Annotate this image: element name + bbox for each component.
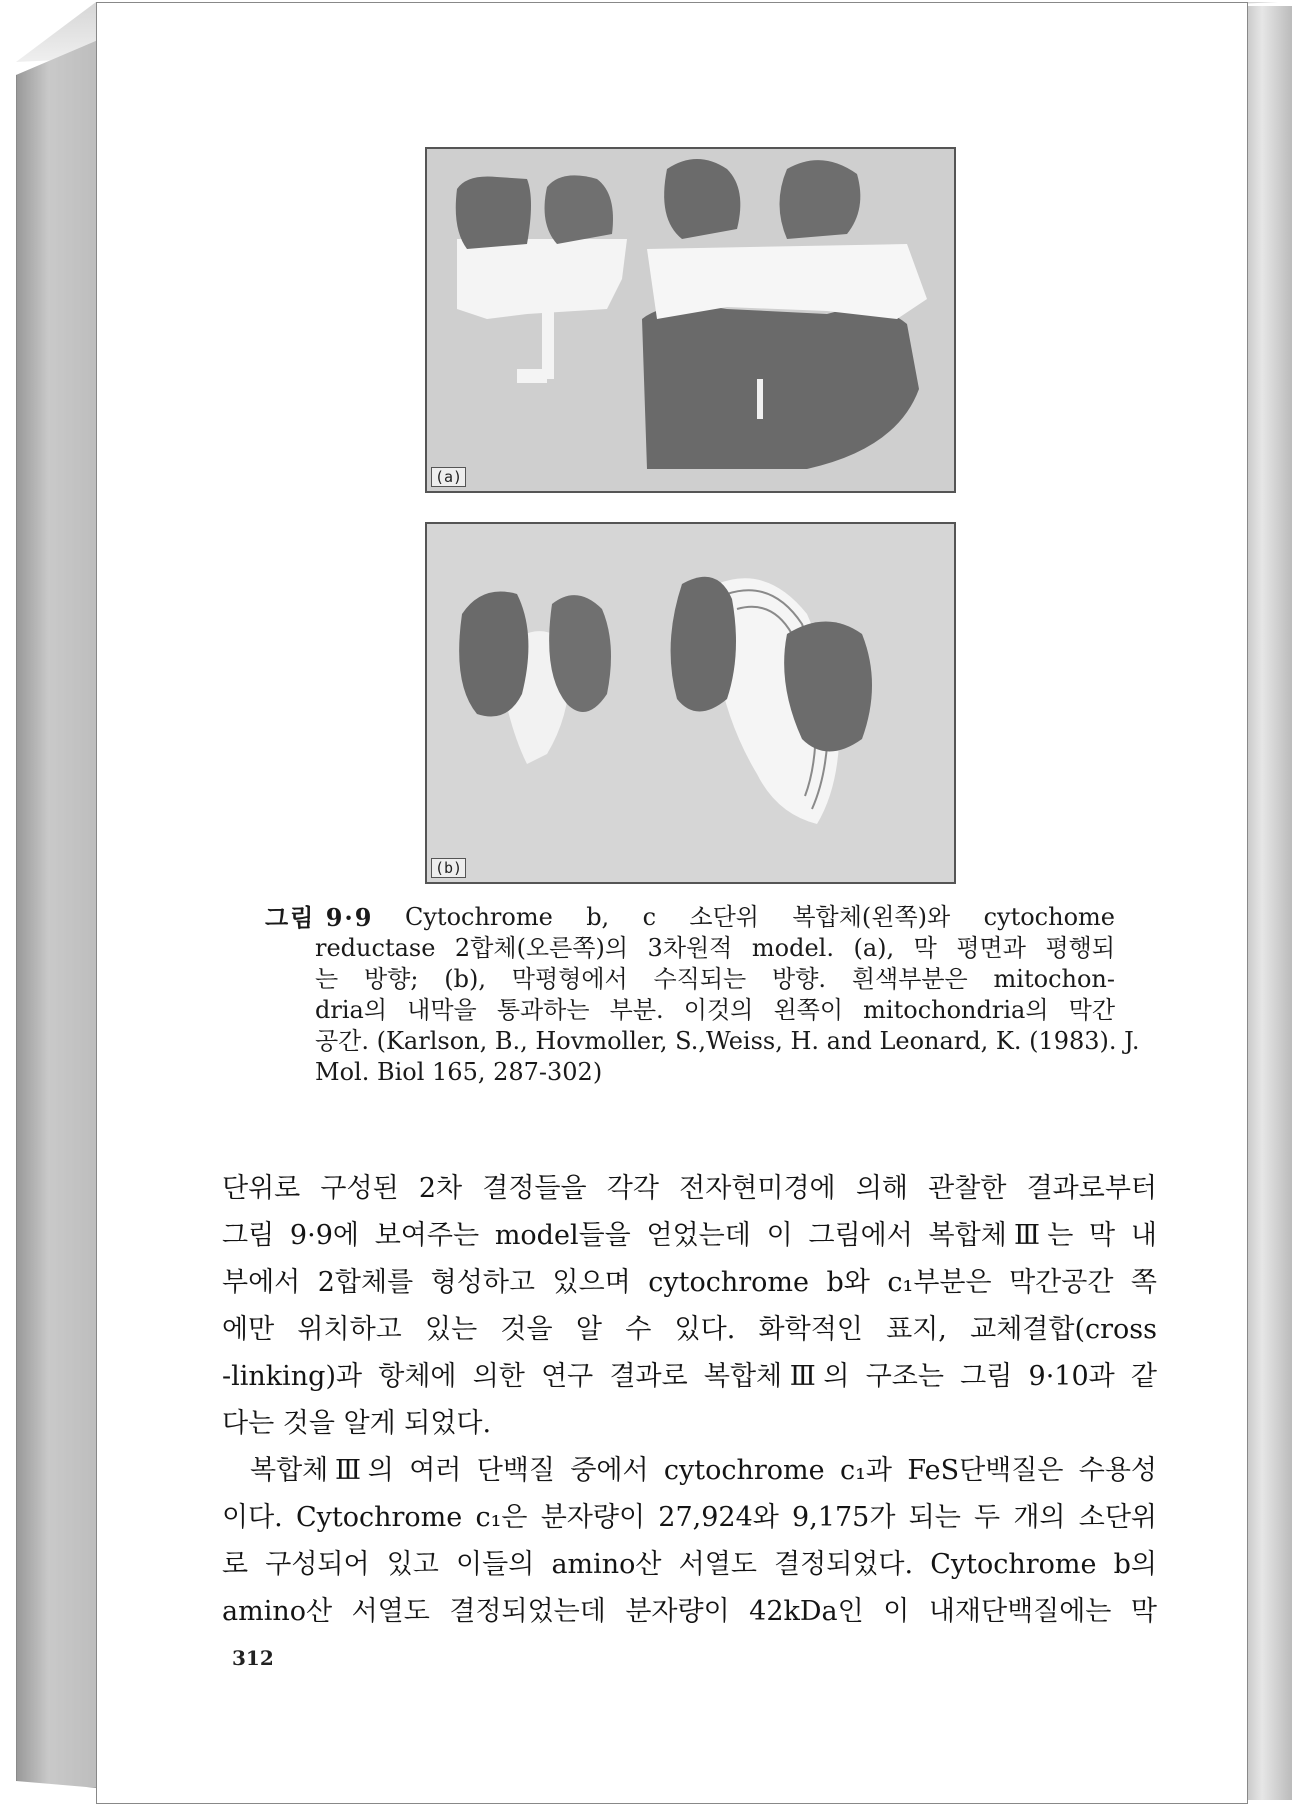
- figure-panel-a: [425, 147, 956, 493]
- body-line: 그림 9·9에 보여주는 model들을 얻었는데 이 그림에서 복합체Ⅲ는 막 내: [222, 1220, 1157, 1251]
- caption-line: 는 방향; (b), 막평형에서 수직되는 방향. 흰색부분은 mitochon-: [315, 965, 1115, 993]
- caption-figure-number: 그림 9·9: [265, 903, 374, 932]
- figure-a-image: [427, 149, 954, 491]
- book-spine: [16, 40, 98, 1788]
- figure-panel-b: [425, 522, 956, 884]
- body-line: 이다. Cytochrome c₁은 분자량이 27,924와 9,175가 되는 두 개의 소단위: [222, 1502, 1157, 1533]
- body-line: 에만 위치하고 있는 것을 알 수 있다. 화학적인 표지, 교체결합(cross: [222, 1314, 1157, 1345]
- caption-line: dria의 내막을 통과하는 부분. 이것의 왼쪽이 mitochondria의 막간: [315, 996, 1115, 1024]
- page-number: 312: [232, 1646, 274, 1670]
- body-line: 복합체Ⅲ의 여러 단백질 중에서 cytochrome c₁과 FeS단백질은 수용성: [250, 1455, 1157, 1486]
- body-line: 다는 것을 알게 되었다.: [222, 1408, 492, 1439]
- book-page-edges: [1245, 6, 1292, 1800]
- body-text: [222, 1165, 1157, 1635]
- caption-line: 공간. (Karlson, B., Hovmoller, S.,Weiss, H. and Leonard, K. (1983). J.: [315, 1027, 1140, 1055]
- caption-line: Cytochrome b, c 소단위 복합체(왼쪽)와 cytochome: [405, 903, 1115, 931]
- panel-label-a: (a): [431, 467, 466, 487]
- body-line: -linking)과 항체에 의한 연구 결과로 복합체Ⅲ의 구조는 그림 9·10과 같: [222, 1361, 1157, 1392]
- caption-line: Mol. Biol 165, 287-302): [315, 1058, 603, 1086]
- body-line: 단위로 구성된 2차 결정들을 각각 전자현미경에 의해 관찰한 결과로부터: [222, 1173, 1157, 1204]
- body-line: 로 구성되어 있고 이들의 amino산 서열도 결정되었다. Cytochrome b의: [222, 1549, 1157, 1580]
- figure-b-image: [427, 524, 954, 882]
- caption-line: reductase 2합체(오른쪽)의 3차원적 model. (a), 막 평면과 평행되: [315, 934, 1115, 962]
- body-line: 부에서 2합체를 형성하고 있으며 cytochrome b와 c₁부분은 막간공간 쪽: [222, 1267, 1157, 1298]
- panel-label-b: (b): [431, 858, 466, 878]
- caption-body: [315, 933, 1140, 1088]
- body-line: amino산 서열도 결정되었는데 분자량이 42kDa인 이 내재단백질에는 막: [222, 1596, 1157, 1627]
